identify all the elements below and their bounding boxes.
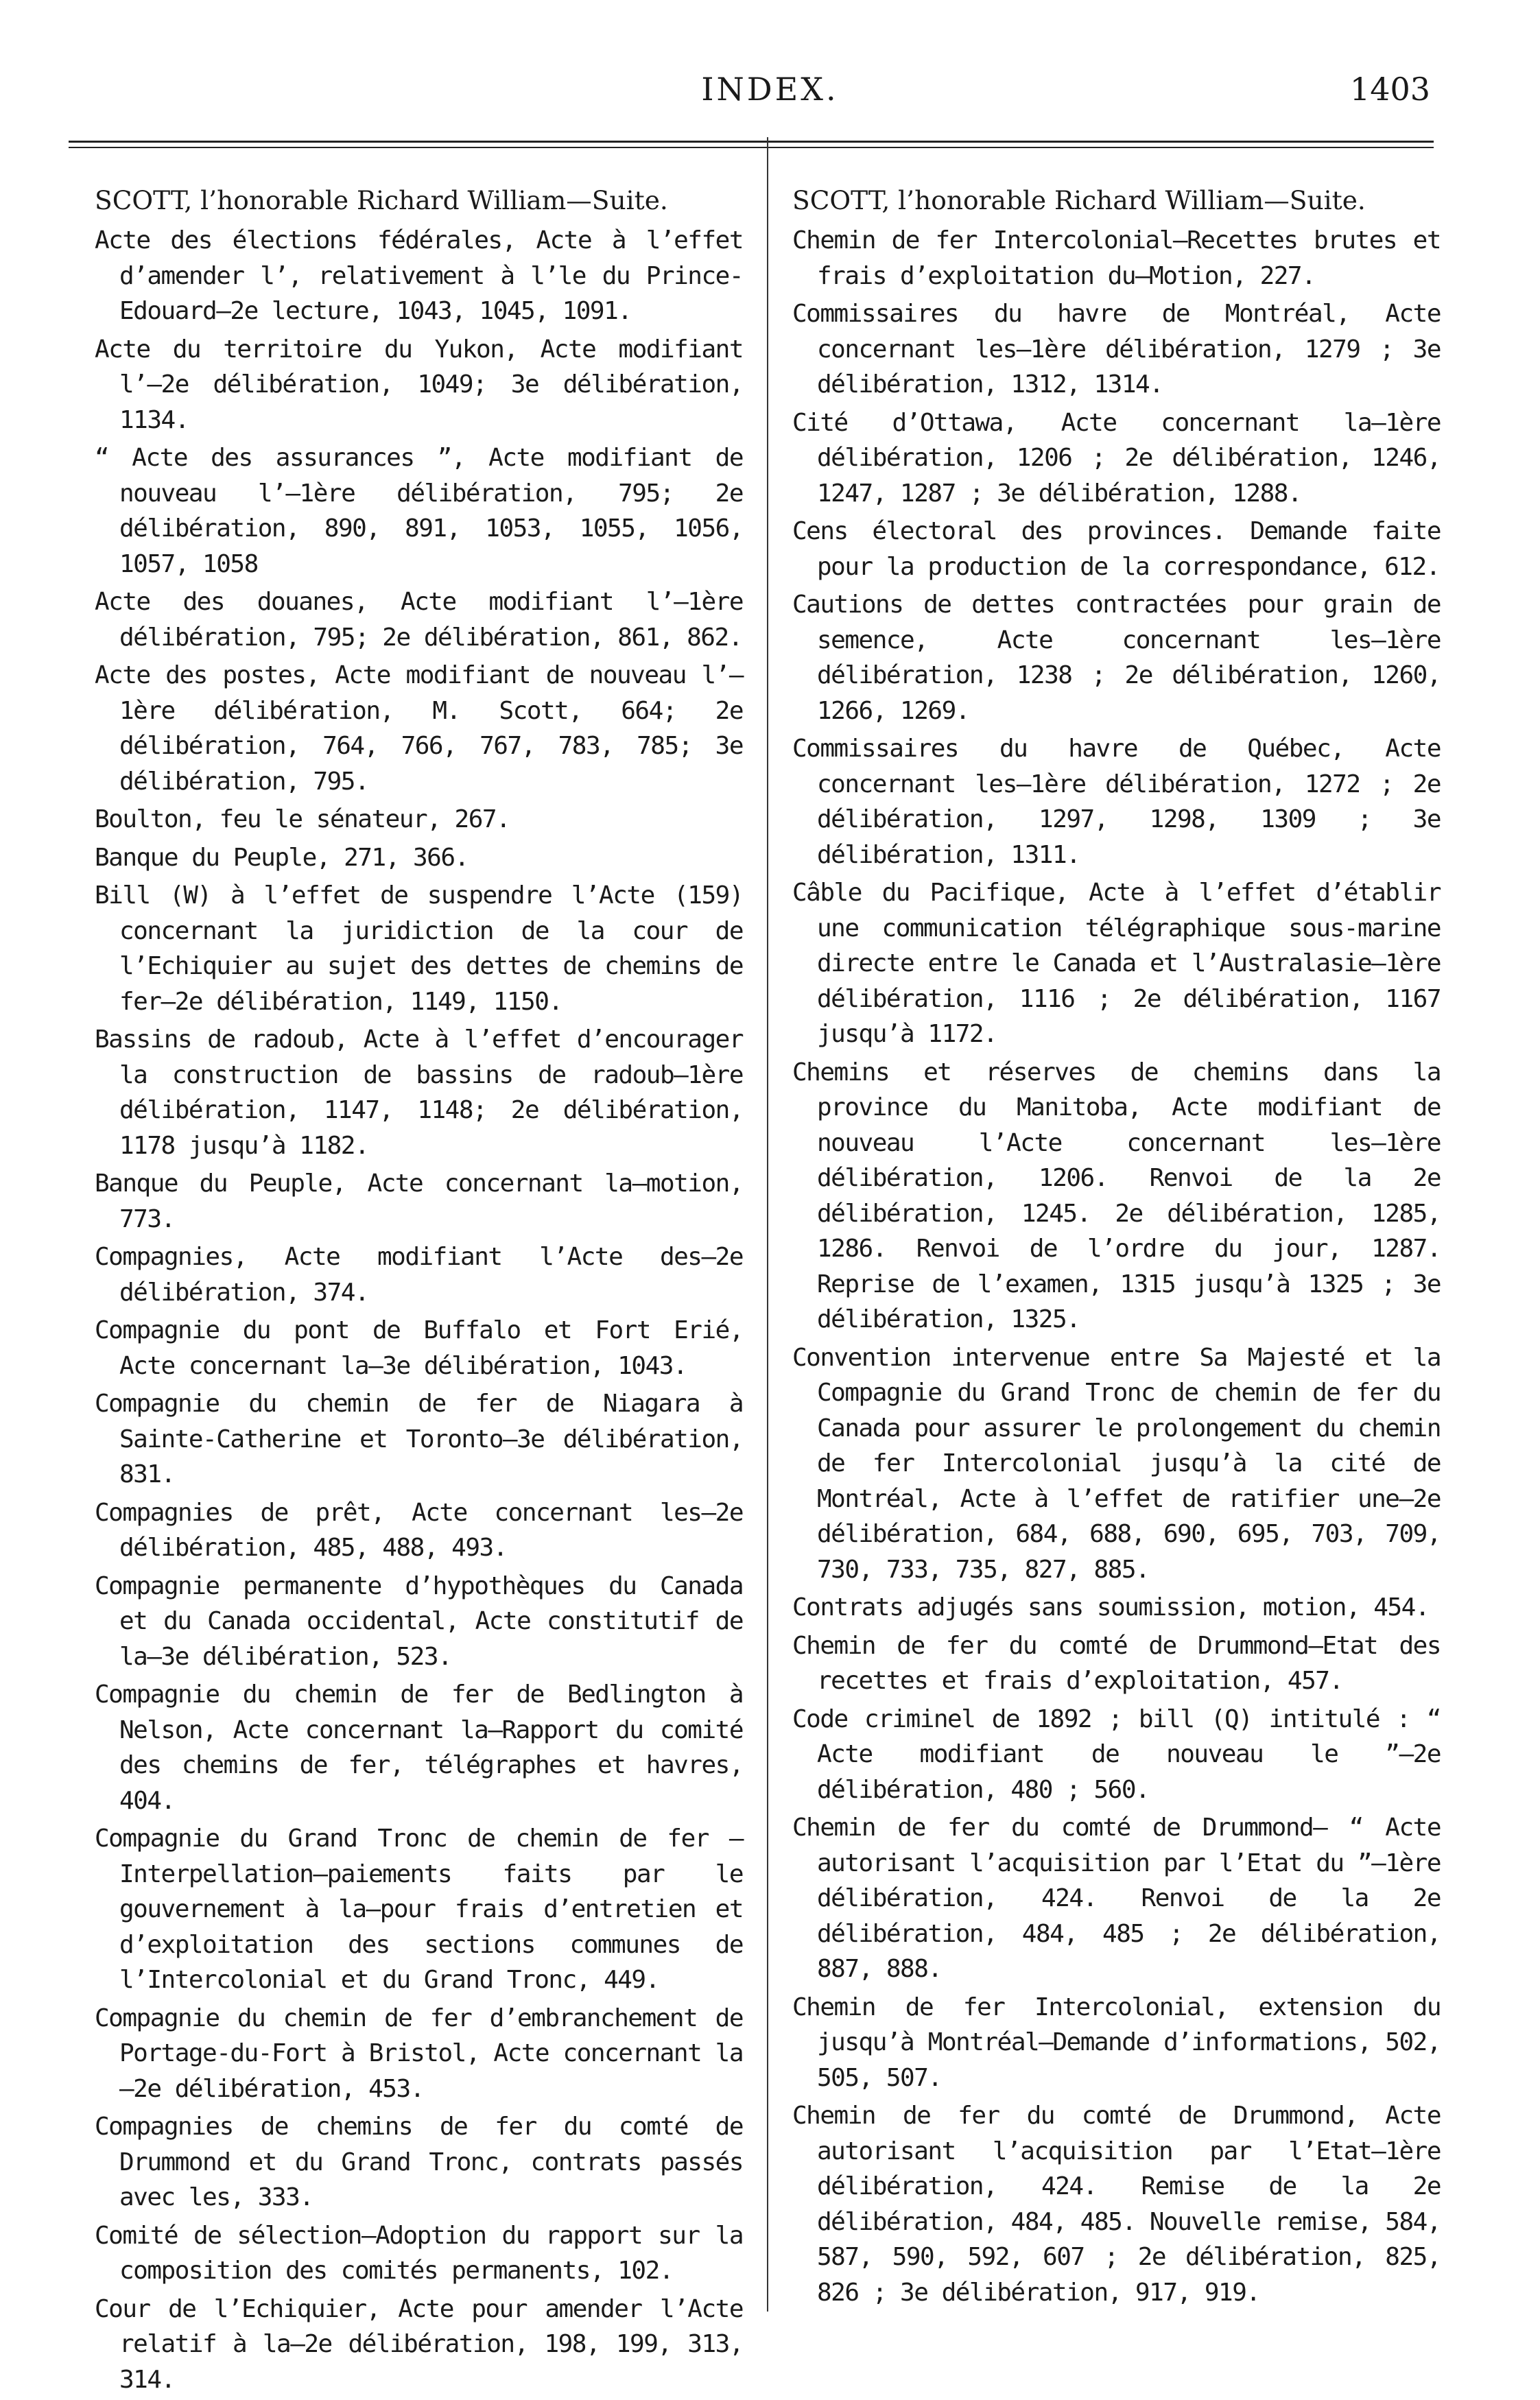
index-entry: Compagnie du chemin de fer d’embranchement de Portage-du-Fort à Bristol, Acte concernant la—2e délibération, 453. — [95, 2004, 743, 2103]
left-column — [95, 182, 743, 2400]
index-entry: Acte des douanes, Acte modifiant l’—1ère délibération, 795; 2e délibération, 861, 862. — [95, 588, 743, 652]
index-entry: Chemin de fer du comté de Drummond, Acte autorisant l’acquisition par l’Etat—1ère délibération, 424. Remise de la 2e délibération, 484, 485. Nouvelle remise, 584, 587, 590, 592, 607 ; 2e délibération, 825, 826 ; 3e délibération, 917, 919. — [792, 2102, 1441, 2307]
index-entry: Cité d’Ottawa, Acte concernant la—1ère délibération, 1206 ; 2e délibération, 1246, 1247, 1287 ; 3e délibération, 1288. — [792, 408, 1441, 508]
index-entry: Banque du Peuple, Acte concernant la—motion, 773. — [95, 1169, 743, 1233]
index-entry: Convention intervenue entre Sa Majesté et la Compagnie du Grand Tronc de chemin de fer du Canada pour assurer le prolongement du chemin de fer Intercolonial jusqu’à la cité de Montréal, Acte à l’effet de ratifier une—2e délibération, 684, 688, 690, 695, 703, 709, 730, 733, 735, 827, 885. — [792, 1343, 1441, 1584]
index-entry: Chemin de fer Intercolonial—Recettes brutes et frais d’exploitation du—Motion, 227. — [792, 226, 1441, 290]
index-entry: Acte des postes, Acte modifiant de nouveau l’—1ère délibération, M. Scott, 664; 2e délibération, 764, 766, 767, 783, 785; 3e délibération, 795. — [95, 661, 743, 796]
index-entry: Chemins et réserves de chemins dans la province du Manitoba, Acte modifiant de nouveau l’Acte concernant les—1ère délibération, 1206. Renvoi de la 2e délibération, 1245. 2e délibération, 1285, 1286. Renvoi de l’ordre du jour, 1287. Reprise de l’examen, 1315 jusqu’à 1325 ; 3e délibération, 1325. — [792, 1058, 1441, 1333]
index-entry: Bill (W) à l’effet de suspendre l’Acte (159) concernant la juridiction de la cour de l’Echiquier au sujet des dettes de chemins de fer—2e délibération, 1149, 1150. — [95, 881, 743, 1016]
running-title: INDEX. — [701, 71, 839, 108]
index-entry: Compagnie du chemin de fer de Niagara à Sainte-Catherine et Toronto—3e délibération, 831. — [95, 1390, 743, 1488]
right-column-header: SCOTT, l’honorable Richard William—Suite. — [792, 185, 1366, 215]
index-entry: Cens électoral des provinces. Demande faite pour la production de la correspondance, 612. — [792, 517, 1441, 581]
index-entry: Compagnies, Acte modifiant l’Acte des—2e délibération, 374. — [95, 1243, 743, 1307]
index-entry: Chemin de fer Intercolonial, extension du jusqu’à Montréal—Demande d’informations, 502, 505, 507. — [792, 1993, 1441, 2092]
left-entries — [95, 223, 743, 2397]
index-entry: Boulton, feu le sénateur, 267. — [95, 805, 510, 833]
index-entry: Acte du territoire du Yukon, Acte modifiant l’—2e délibération, 1049; 3e délibération, 1134. — [95, 335, 743, 434]
index-entry: Chemin de fer du comté de Drummond— “ Acte autorisant l’acquisition par l’Etat du ”—1ère délibération, 424. Renvoi de la 2e délibération, 484, 485 ; 2e délibération, 887, 888. — [792, 1814, 1441, 1983]
index-entry: Cautions de dettes contractées pour grain de semence, Acte concernant les—1ère délibération, 1238 ; 2e délibération, 1260, 1266, 1269. — [792, 591, 1441, 725]
index-entry: Compagnie permanente d’hypothèques du Canada et du Canada occidental, Acte constitutif de la—3e délibération, 523. — [95, 1571, 743, 1671]
index-entry: Commissaires du havre de Québec, Acte concernant les—1ère délibération, 1272 ; 2e délibération, 1297, 1298, 1309 ; 3e délibération, 1311. — [792, 735, 1441, 869]
index-entry: Compagnie du pont de Buffalo et Fort Erié, Acte concernant la—3e délibération, 1043. — [95, 1316, 743, 1380]
index-entry: Code criminel de 1892 ; bill (Q) intitulé : “ Acte modifiant de nouveau le ”—2e délibération, 480 ; 560. — [792, 1704, 1441, 1804]
header-rule-thin — [69, 147, 1434, 148]
right-entries — [792, 223, 1441, 2310]
running-head — [0, 69, 1540, 117]
index-entry: Chemin de fer du comté de Drummond—Etat des recettes et frais d’exploitation, 457. — [792, 1631, 1441, 1695]
index-entry: Bassins de radoub, Acte à l’effet d’encourager la construction de bassins de radoub—1ère délibération, 1147, 1148; 2e délibération, 1178 jusqu’à 1182. — [95, 1025, 743, 1160]
index-entry: Acte des élections fédérales, Acte à l’effet d’amender l’, relativement à l’le du Prince-Edouard—2e lecture, 1043, 1045, 1091. — [95, 226, 743, 325]
index-entry: Compagnies de prêt, Acte concernant les—2e délibération, 485, 488, 493. — [95, 1498, 743, 1562]
index-entry: Compagnies de chemins de fer du comté de Drummond et du Grand Tronc, contrats passés avec les, 333. — [95, 2113, 743, 2211]
index-entry: Banque du Peuple, 271, 366. — [95, 843, 469, 872]
index-entry: Compagnie du chemin de fer de Bedlington à Nelson, Acte concernant la—Rapport du comité des chemins de fer, télégraphes et havres, 404. — [95, 1680, 743, 1815]
index-entry: Cour de l’Echiquier, Acte pour amender l’Acte relatif à la—2e délibération, 198, 199, 313, 314. — [95, 2294, 743, 2394]
index-entry: “ Acte des assurances ”, Acte modifiant de nouveau l’—1ère délibération, 795; 2e délibération, 890, 891, 1053, 1055, 1056, 1057, 1058 — [95, 444, 743, 578]
page-number: 1403 — [1349, 71, 1430, 108]
index-entry: Commissaires du havre de Montréal, Acte concernant les—1ère délibération, 1279 ; 3e délibération, 1312, 1314. — [792, 300, 1441, 399]
index-entry: Contrats adjugés sans soumission, motion, 454. — [792, 1593, 1429, 1621]
header-rule — [69, 141, 1434, 143]
column-divider — [767, 137, 768, 2312]
index-entry: Câble du Pacifique, Acte à l’effet d’établir une communication télégraphique sous-marine directe entre le Canada et l’Australasie—1ère délibération, 1116 ; 2e délibération, 1167 jusqu’à 1172. — [792, 879, 1441, 1048]
left-column-header: SCOTT, l’honorable Richard William—Suite. — [95, 185, 668, 215]
right-column — [792, 182, 1441, 2313]
index-entry: Comité de sélection—Adoption du rapport sur la composition des comités permanents, 102. — [95, 2221, 743, 2285]
index-entry: Compagnie du Grand Tronc de chemin de fer —Interpellation—paiements faits par le gouvernement à la—pour frais d’entretien et d’exploitation des sections communes de l’Intercolonial et du Grand Tronc, 449. — [95, 1825, 743, 1994]
